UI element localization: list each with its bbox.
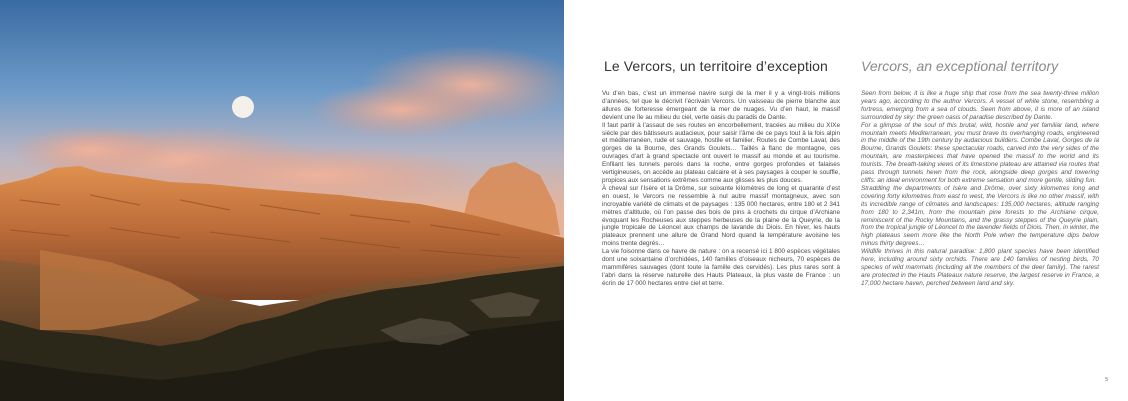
english-paragraph: Wildlife thrives in this natural paradise: 1,800 plant species have been identified here, including around sixty orchids. There are 140 families of nesting birds, 70 species of wild mammals (including all the members of the deer family). The rarest are protected in the Hauts Plateaux nature reserve, the largest reserve in France, a 17,000 hectare haven, perched between land and sky.: [861, 248, 1099, 287]
french-column: [602, 90, 840, 288]
english-column: [861, 90, 1099, 288]
english-paragraph: Seen from below, it is like a huge ship that rose from the sea twenty-three million years ago, according to the author Vercors. A vessel of white stone, resembling a fortress, emerging from a sea of clouds. Seen from above, it is more of an island surrounded by sky: the green oasis of paradise described by Dante.: [861, 90, 1099, 121]
title-french: Le Vercors, un territoire d’exception: [604, 58, 828, 74]
page-number: 5: [1105, 377, 1108, 383]
french-paragraph: Vu d’en bas, c’est un immense navire surgi de la mer il y a vingt-trois millions d’années, tel que le décrivit l’écrivain Vercors. Un vaisseau de pierre blanche aux allures de forteresse émergeant de la mer de nuages. Vu d’en haut, le massif devient une île au milieu du ciel, verte oasis du paradis de Dante.: [602, 90, 840, 121]
text-page: [564, 0, 1128, 401]
french-paragraph: Il faut partir à l’assaut de ses routes en encorbellement, tracées au milieu du XIXe siècle par des bâtisseurs audacieux, pour saisir l’âme de ce pays tout à la fois alpin et méditerranéen, rude et sauvage, hostile et familier. Routes de Combe Laval, des gorges de la Bourne, des Grands Goulets… Taillés à flanc de montagne, ces ouvrages d’art à grand spectacle ont ouvert le massif au monde et au tourisme. Enfilant les tunnels percés dans la roche, entre gorges profondes et falaises vertigineuses, on accède au plateau calcaire et à ses paysages à couper le souffle, propices aux sensations extrêmes comme aux glisses les plus douces.: [602, 121, 840, 184]
french-paragraph: La vie foisonne dans ce havre de nature : on a recensé ici 1 800 espèces végétales dont une soixantaine d’orchidées, 140 familles d’oiseaux nicheurs, 70 espèces de mammifères sauvages (dont toute la famille des cervidés). Les plus rares sont à l’abri dans la réserve naturelle des Hauts Plateaux, la plus vaste de France : un écrin de 17 000 hectares entre ciel et terre.: [602, 248, 840, 287]
moon-icon: [232, 96, 254, 118]
title-english: Vercors, an exceptional territory: [861, 58, 1059, 74]
english-paragraph: Straddling the departments of Isère and Drôme, over sixty kilometres long and covering forty kilometres from east to west, the Vercors is like no other massif, with its incredible range of climates and landscapes: 135,000 hectares, altitude ranging from 180 to 2,341m, from the mountain pine forests to the Archiane cirque, reminiscent of the Rocky Mountains, and the grassy steppes of the Queyrie plain, from the tropical jungle of Léoncel to the lavender fields of Diois. Then, in winter, the high plateaus seem more like the North Pole when the temperature dips below minus thirty degrees…: [861, 184, 1099, 248]
english-paragraph: For a glimpse of the soul of this brutal, wild, hostile and yet familiar land, where mountain meets Mediterranean, you must brave its overhanging roads, engineered in the middle of the 19th century by audacious builders. Combe Laval, Gorges de la Bourne, Grands Goulets: these spectacular roads, carved into the very sides of the mountain, are masterpieces that have opened the massif to the world and its tourists. The breath-taking views of its limestone plateau are attained via routes that pass through tunnels hewn from the rock, alongside deep gorges and towering cliffs: an ideal environment for both extreme sensation and more gentle, sliding fun.: [861, 121, 1099, 184]
french-paragraph: À cheval sur l’Isère et la Drôme, sur soixante kilomètres de long et quarante d’est en ouest, le Vercors ne ressemble à nul autre massif montagneux, avec son incroyable variété de climats et de paysages : 135 000 hectares, entre 180 et 2 341 mètres d’altitude, où l’on passe des bois de pins à crochets du cirque d’Archiane évoquant les Rocheuses aux steppes herbeuses de la plaine de la Queyrie, de la jungle tropicale de Léoncel aux champs de lavande du Diois. En hiver, les hauts plateaux prennent une allure de Grand Nord quand la température avoisine les moins trente degrés…: [602, 184, 840, 248]
